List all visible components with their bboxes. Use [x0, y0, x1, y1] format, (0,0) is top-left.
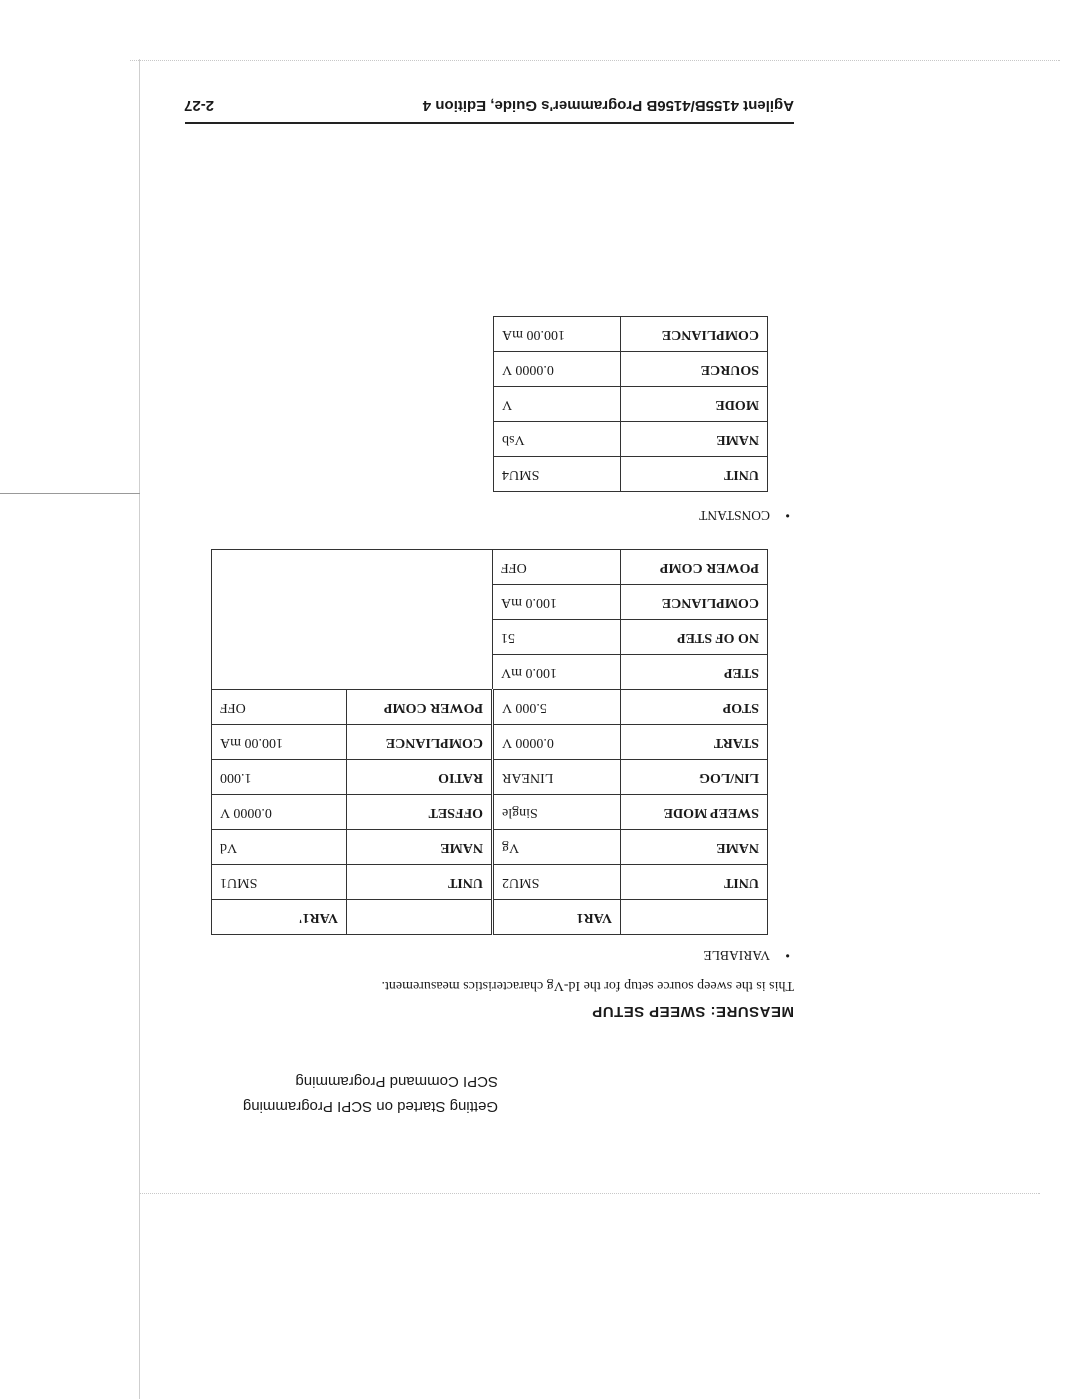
table-row [494, 387, 768, 422]
table-cell: V [494, 387, 621, 422]
page-edge-tick [0, 493, 140, 494]
table-cell: 100.00 mA [494, 317, 621, 352]
table-row [212, 865, 768, 900]
empty-table-block [212, 550, 493, 690]
bullet-constant-label: CONSTANT [699, 508, 770, 523]
table-row [212, 655, 768, 690]
table-cell: NO OF STEP [621, 620, 768, 655]
table-cell [621, 900, 768, 935]
table-row [212, 900, 768, 935]
bullet-constant: •CONSTANT [699, 508, 790, 523]
bullet-variable-label: VARIABLE [703, 948, 770, 963]
table-row [494, 317, 768, 352]
table-cell: OFF [493, 550, 621, 585]
table-cell: COMPLIANCE [621, 317, 768, 352]
header-rule [185, 122, 794, 124]
table-cell: SMU1 [212, 865, 347, 900]
page-edge-line [139, 59, 140, 1399]
table-cell: Vg [493, 830, 621, 865]
table-cell: OFFSET [347, 795, 493, 830]
table-cell: STOP [621, 690, 768, 725]
page-edge-dotted [130, 60, 1060, 61]
table-cell: MODE [621, 387, 768, 422]
table-cell: POWER COMP [347, 690, 493, 725]
table-cell: SWEEP MODE [621, 795, 768, 830]
table-cell: 100.0 mV [493, 655, 621, 690]
table-cell: NAME [347, 830, 493, 865]
table-cell: VAR1' [212, 900, 347, 935]
running-header-title: Agilent 4155B/4156B Programmer's Guide, Edition 4 [422, 97, 794, 114]
table-cell: NAME [621, 830, 768, 865]
table-row [212, 725, 768, 760]
table-cell: UNIT [621, 865, 768, 900]
table-cell: UNIT [347, 865, 493, 900]
table-row [212, 690, 768, 725]
table-cell: Vd [212, 830, 347, 865]
table-row [212, 795, 768, 830]
table-cell: COMPLIANCE [621, 585, 768, 620]
breadcrumb-chapter: SCPI Command Programming [295, 1073, 498, 1090]
page-edge-dotted [140, 1193, 1040, 1194]
table-row [212, 830, 768, 865]
table-cell: 0.0000 V [494, 352, 621, 387]
table-cell: 0.0000 V [212, 795, 347, 830]
intro-paragraph: This is the sweep source setup for the Id-Vg characteristics measurement. [381, 978, 794, 993]
table-cell: 51 [493, 620, 621, 655]
page-number: 2-27 [184, 97, 215, 114]
table-cell: 100.0 mA [493, 585, 621, 620]
table-row [494, 457, 768, 492]
table-row [494, 422, 768, 457]
table-cell: Vsb [494, 422, 621, 457]
table-cell: VAR1 [493, 900, 621, 935]
table-cell: COMPLIANCE [347, 725, 493, 760]
table-cell [347, 900, 493, 935]
table-cell: POWER COMP [621, 550, 768, 585]
table-cell: UNIT [621, 457, 768, 492]
table-cell: 100.00 mA [212, 725, 347, 760]
table-cell: 0.0000 V [493, 725, 621, 760]
table-cell: Single [493, 795, 621, 830]
table-cell: LIN/LOG [621, 760, 768, 795]
table-cell: SOURCE [621, 352, 768, 387]
breadcrumb-section: Getting Started on SCPI Programming [242, 1098, 498, 1115]
table-cell: OFF [212, 690, 347, 725]
table-cell: SMU2 [493, 865, 621, 900]
bullet-variable: •VARIABLE [703, 948, 790, 963]
table-row [212, 760, 768, 795]
constant-table [493, 316, 768, 492]
table-cell: SMU4 [494, 457, 621, 492]
table-cell: RATIO [347, 760, 493, 795]
table-cell: STEP [621, 655, 768, 690]
variable-table [211, 549, 768, 935]
table-cell: LINEAR [493, 760, 621, 795]
table-row [494, 352, 768, 387]
table-cell: 1.000 [212, 760, 347, 795]
table-cell: NAME [621, 422, 768, 457]
table-cell: START [621, 725, 768, 760]
section-heading: MEASURE: SWEEP SETUP [591, 1003, 794, 1020]
table-cell: 5.000 V [493, 690, 621, 725]
